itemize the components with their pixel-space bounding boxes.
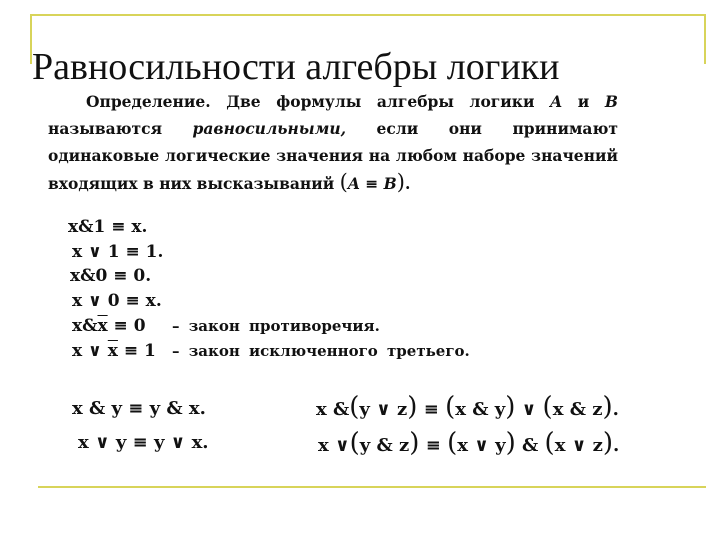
law-note: – закон исключенного третьего. [172,342,470,360]
commutative-or-formula: x ∨ y ≡ y ∨ x. [78,432,209,453]
frame-line-right [704,14,706,64]
definition-paragraph: Определение. Две формулы алгебры логики A и B называются равносильными, если они принимают одинаковые логические значения на любом наборе значений входящих в них высказываний (A ≡ B). [48,92,618,194]
distributive-and-formula: x &(y ∨ z) ≡ (x & y) ∨ (x & z). [316,392,619,422]
definition-var-a: A [550,92,563,111]
law-formula: x&1 ≡ x. [68,217,148,237]
definition-text-1: Две формулы алгебры логики [226,92,535,111]
definition-heading: Определение. [86,92,211,111]
law-formula: $x\&\overline{x} \equiv 0$ [72,316,146,336]
definition-emphasis: равносильными, [192,119,346,138]
law-formula: x&0 ≡ 0. [70,266,152,286]
definition-block [48,88,618,197]
law-formula: x ∨ 0 ≡ x. [72,291,162,311]
distributive-or-formula: x ∨(y & z) ≡ (x ∨ y) & (x ∨ z). [318,428,620,458]
definition-text-3: если они принимают одинаковые логические значения на любом наборе значений входящих в них высказываний [48,119,618,193]
negation-bar: $\overline{x}$ [107,341,118,361]
negation-bar: $\overline{x}$ [97,316,108,336]
frame-line-bottom [38,486,706,488]
definition-end-dot: . [404,174,411,193]
definition-notation: A ≡ B [347,174,397,193]
definition-text-2: называются [48,119,163,138]
definition-var-b: B [604,92,618,111]
law-note: – закон противоречия. [172,317,380,335]
law-formula: x ∨ $\overline{x} \equiv 1$ [72,341,156,361]
commutative-and-formula: x & y ≡ y & x. [72,398,206,419]
slide-title: Равносильности алгебры логики [32,46,560,89]
definition-and-word: и [577,92,590,111]
law-formula: x ∨ 1 ≡ 1. [72,242,164,262]
frame-line-top [30,14,706,16]
